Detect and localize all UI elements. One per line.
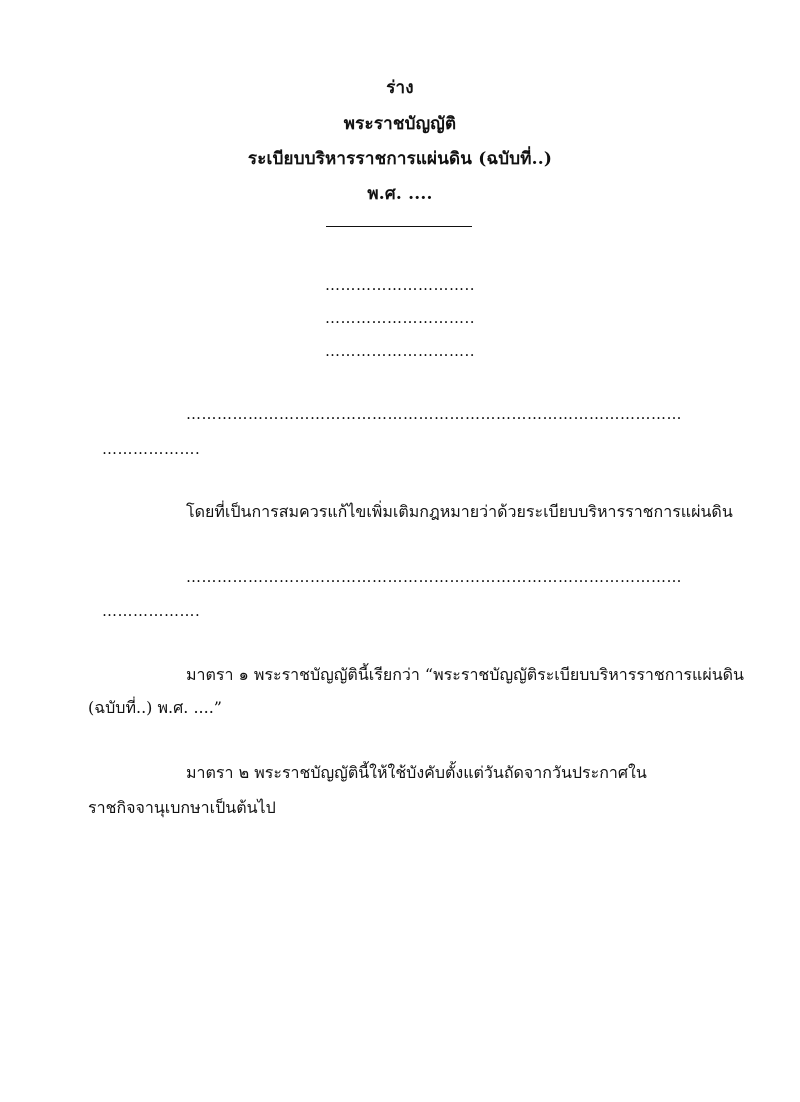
preamble-placeholder-3: ……………………….. <box>324 342 476 360</box>
title-divider <box>326 226 472 227</box>
paragraph-2-line-2: ………………. <box>102 602 201 620</box>
reason-paragraph: โดยที่เป็นการสมควรแก้ไขเพิ่มเติมกฎหมายว่าด้วยระเบียบบริหารราชการแผ่นดิน <box>186 502 733 521</box>
paragraph-1-line-1: …………………………………………………………………………………… <box>186 405 682 423</box>
paragraph-2-line-1: …………………………………………………………………………………… <box>186 568 682 586</box>
section-1-line-2: (ฉบับที่..) พ.ศ. ....” <box>88 698 222 717</box>
act-title: ระเบียบบริหารราชการแผ่นดิน (ฉบับที่..) <box>247 149 553 169</box>
paragraph-1-line-2: ………………. <box>102 440 201 458</box>
preamble-placeholder-2: ……………………….. <box>324 309 476 327</box>
act-label: พระราชบัญญัติ <box>343 114 457 134</box>
preamble-placeholder-1: ……………………….. <box>324 276 476 294</box>
draft-label: ร่าง <box>386 78 414 98</box>
section-2-line-2: ราชกิจจานุเบกษาเป็นต้นไป <box>88 798 276 817</box>
section-1-line-1: มาตรา ๑ พระราชบัญญัตินี้เรียกว่า “พระราชบัญญัติระเบียบบริหารราชการแผ่นดิน <box>186 665 744 684</box>
year-label: พ.ศ. .... <box>367 184 433 204</box>
section-2-line-1: มาตรา ๒ พระราชบัญญัตินี้ให้ใช้บังคับตั้งแต่วันถัดจากวันประกาศใน <box>186 763 647 782</box>
